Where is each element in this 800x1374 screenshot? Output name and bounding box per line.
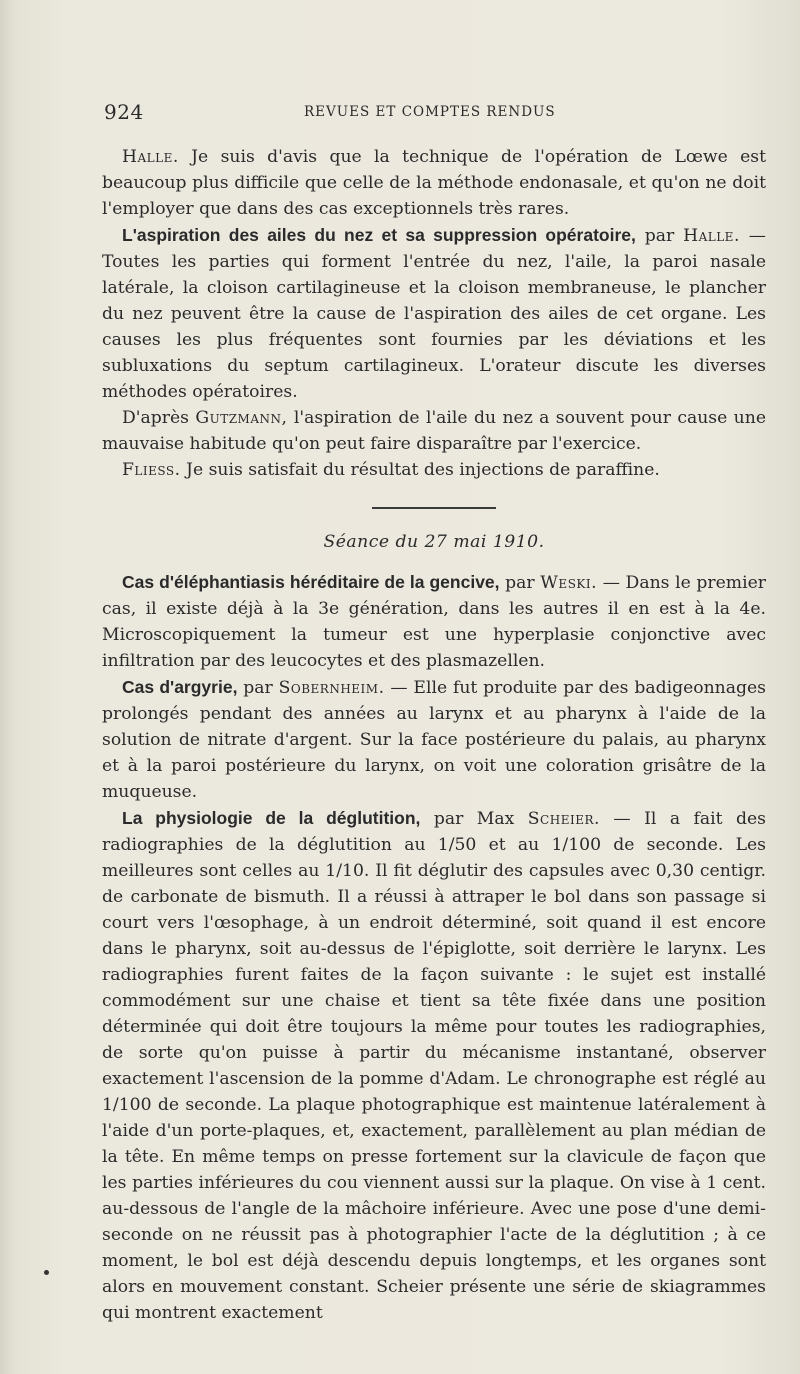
paragraph-deglutition: [102, 805, 766, 1326]
paragraph-halle-reply: [102, 144, 766, 222]
paragraph-text: — Toutes les parties qui forment l'entrée du nez, l'aile, la paroi nasale latérale, la cloison cartilagineuse et la cloison membraneuse, le plancher du nez peuvent être la cause de l'aspiration des ailes de cet organe. Les causes les plus fréquentes sont fournies par les déviations et les subluxations du septum cartilagineux. L'orateur discute les diverses méthodes opératoires.: [102, 226, 766, 402]
article-title: La physiologie de la déglutition,: [122, 808, 421, 828]
speaker-name: Halle.: [122, 147, 179, 167]
lead-text: D'après: [122, 408, 196, 428]
author-name: Gutzmann,: [195, 408, 288, 428]
session-heading: Séance du 27 mai 1910.: [323, 532, 545, 552]
byline-prefix: par: [635, 226, 684, 246]
page-number: 924: [104, 100, 144, 124]
paragraph-text: Je suis satisfait du résultat des injections de paraffine.: [180, 460, 660, 480]
margin-ink-dot: [44, 1270, 49, 1275]
page-header: [104, 100, 760, 130]
paragraph-text: — Dans le premier cas, il existe déjà à la 3e génération, dans les autres il en est à la 4e. Microscopiquement la tumeur est une hyperplasie conjonctive avec infiltration par des leucocytes et des plasmazellen.: [102, 573, 766, 671]
paragraph-text: Je suis d'avis que la technique de l'opération de Lœwe est beaucoup plus difficile que celle de la méthode endonasale, et qu'on ne doit l'employer que dans des cas exceptionnels très rares.: [102, 147, 766, 219]
page-body: [102, 144, 766, 1326]
author-name: Halle.: [683, 226, 740, 246]
byline-prefix: par Max: [420, 809, 528, 829]
paragraph-elephantiasis: [102, 569, 766, 674]
author-name: Weski.: [540, 573, 598, 593]
paragraph-argyrie: [102, 674, 766, 805]
article-title: Cas d'argyrie,: [122, 677, 238, 697]
paragraph-text: l'aspiration de l'aile du nez a souvent pour cause une mauvaise habitude qu'on peut faire disparaître par l'exercice.: [102, 408, 766, 454]
byline-prefix: par: [499, 573, 541, 593]
article-title: L'aspiration des ailes du nez et sa suppression opératoire,: [122, 225, 636, 245]
byline-prefix: par: [237, 678, 279, 698]
paragraph-fliess: [102, 457, 766, 483]
speaker-name: Fliess.: [122, 460, 181, 480]
running-head: REVUES ET COMPTES RENDUS: [304, 104, 556, 120]
paragraph-aspiration: [102, 222, 766, 405]
author-name: Scheier.: [527, 809, 600, 829]
paragraph-text: — Il a fait des radiographies de la déglutition au 1/50 et au 1/100 de seconde. Les meilleures sont celles au 1/10. Il fit déglutir des capsules avec 0,30 centigr. de carbonate de bismuth. Il a réussi à attraper le bol dans son passage si court vers l'œsophage, à un endroit déterminé, soit quand il est encore dans le pharynx, soit au-dessus de l'épiglotte, soit derrière le larynx. Les radiographies furent faites de la façon suivante : le sujet est installé commodément sur une chaise et tient sa tête fixée dans une position déterminée qui doit être toujours la même pour toutes les radiographies, de sorte qu'on puisse à partir du mécanisme instantané, observer exactement l'ascension de la pomme d'Adam. Le chronographe est réglé au 1/100 de seconde. La plaque photographique est maintenue latéralement à l'aide d'un porte-plaques, et, exactement, parallèlement au plan médian de la tête. En même temps on presse fortement sur la clavicule de façon que les parties inférieures du cou viennent aussi sur la plaque. On vise à 1 cent. au-dessous de l'angle de la mâchoire inférieure. Avec une pose d'une demi-seconde on ne réussit pas à photographier l'acte de la déglutition ; à ce moment, le bol est déjà descendu depuis longtemps, et les organes sont alors en mouvement constant. Scheier présente une série de skiagrammes qui montrent exactement: [102, 809, 766, 1323]
paragraph-text: — Elle fut produite par des badigeonnages prolongés pendant des années au larynx et au pharynx à l'aide de la solution de nitrate d'argent. Sur la face postérieure du palais, au pharynx et à la paroi postérieure du larynx, on voit une coloration grisâtre de la muqueuse.: [102, 678, 766, 802]
article-title: Cas d'éléphantiasis héréditaire de la gencive,: [122, 572, 500, 592]
page-edge-shadow: [0, 0, 14, 1374]
author-name: Sobernheim.: [278, 678, 385, 698]
paragraph-gutzmann: [102, 405, 766, 457]
section-divider: [372, 507, 496, 509]
